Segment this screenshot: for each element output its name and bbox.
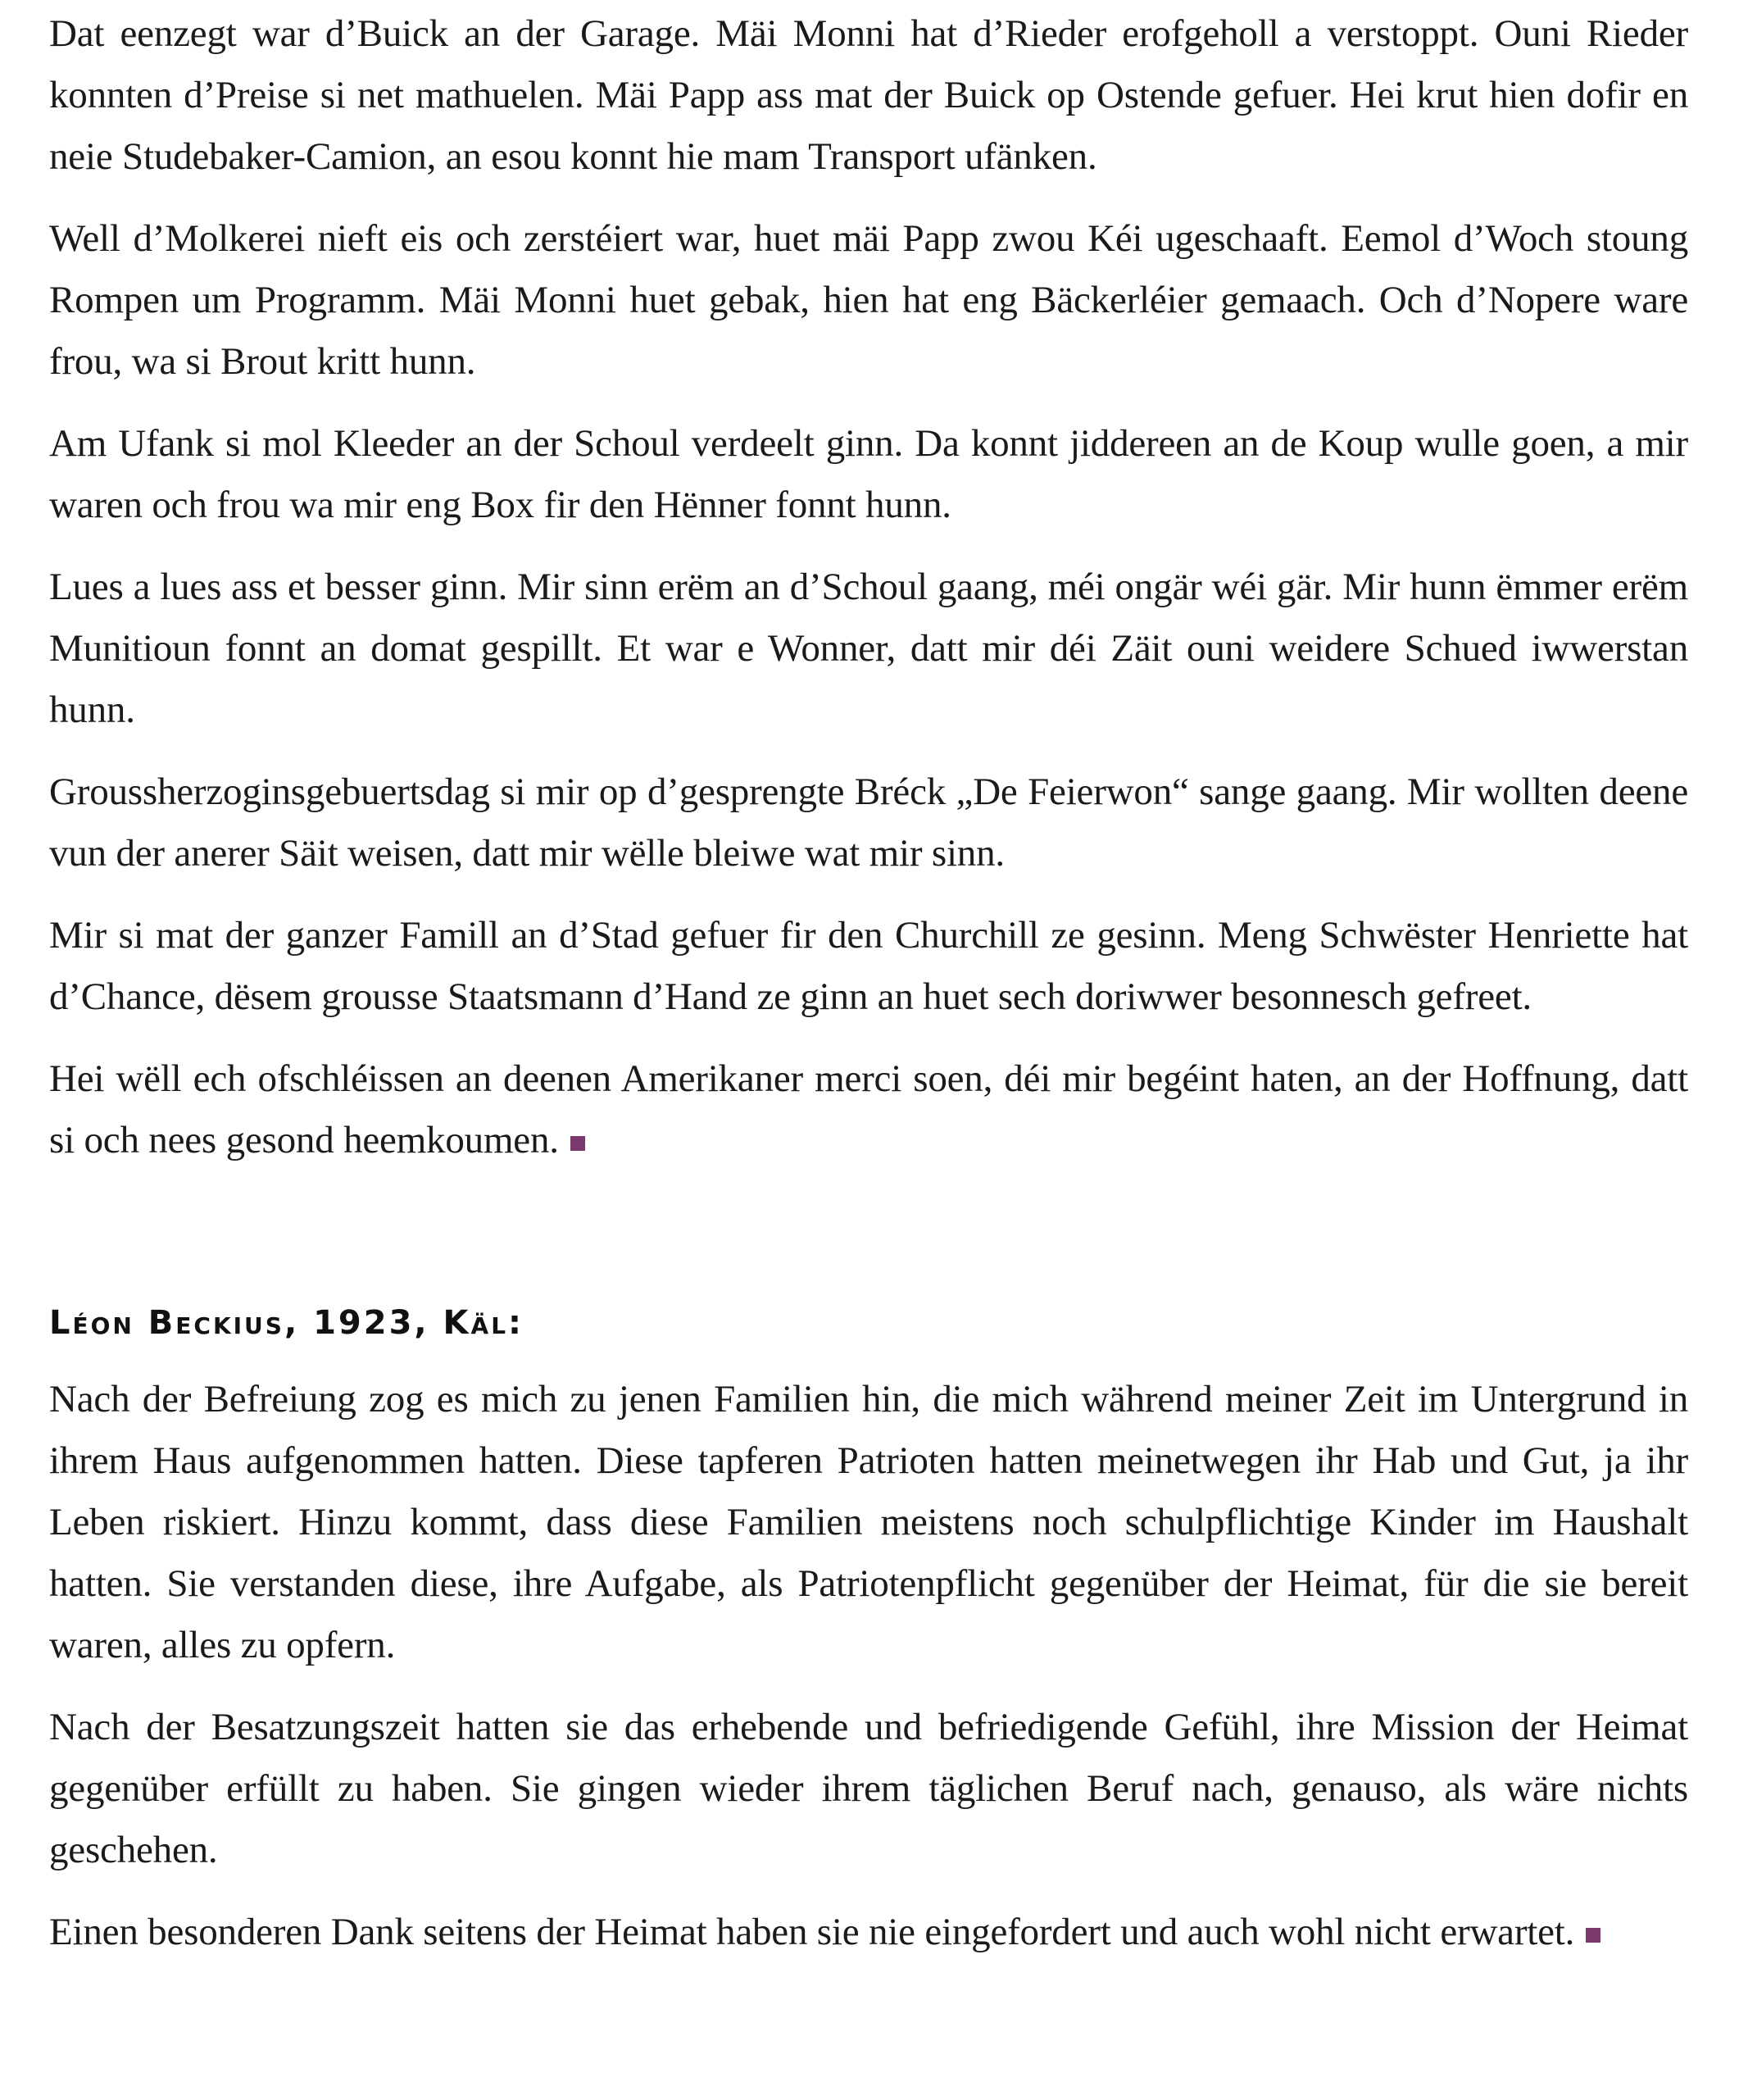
section-recollection-1 [49, 3, 1688, 1171]
end-mark-icon [1586, 1928, 1600, 1943]
section-heading: Léon Beckius, 1923, Käl: [49, 1304, 524, 1342]
paragraph: Am Ufank si mol Kleeder an der Schoul verdeelt ginn. Da konnt jiddereen an de Koup wulle goen, a mir waren och frou wa mir eng Box fir den Hënner fonnt hunn. [49, 422, 1688, 526]
paragraph-text: Hei wëll ech ofschléissen an deenen Amerikaner merci soen, déi mir begéint haten, an der Hoffnung, datt si och nees gesond heemkoumen. [49, 1057, 1688, 1161]
paragraph-last [49, 1902, 1688, 1963]
end-mark-icon [570, 1136, 585, 1151]
paragraph: Nach der Besatzungszeit hatten sie das erhebende und befriedigende Gefühl, ihre Mission der Heimat gegenüber erfüllt zu haben. Sie gingen wieder ihrem täglichen Beruf nach, genauso, als wäre nichts geschehen. [49, 1706, 1688, 1871]
paragraph: Lues a lues ass et besser ginn. Mir sinn erëm an d’Schoul gaang, méi ongär wéi gär. Mir hunn ëmmer erëm Munitioun fonnt an domat gespillt. Et war e Wonner, datt mir déi Zäit ouni weidere Schued iwwerstan hunn. [49, 566, 1688, 731]
paragraph: Nach der Befreiung zog es mich zu jenen Familien hin, die mich während meiner Zeit im Untergrund in ihrem Haus aufgenommen hatten. Diese tapferen Patrioten hatten meinetwegen ihr Hab und Gut, ja ihr Leben riskiert. Hinzu kommt, dass diese Familien meistens noch schulpflichtige Kinder im Haushalt hatten. Sie verstanden diese, ihre Aufgabe, als Patriotenpflicht gegenüber der Heimat, für die sie bereit waren, alles zu opfern. [49, 1378, 1688, 1666]
section-leon-beckius [49, 1298, 1688, 1963]
paragraph: Mir si mat der ganzer Famill an d’Stad gefuer fir den Churchill ze gesinn. Meng Schwëster Henriette hat d’Chance, dësem grousse Staatsmann d’Hand ze ginn an huet sech doriwwer besonnesch gefreet. [49, 914, 1688, 1018]
paragraph-text: Einen besonderen Dank seitens der Heimat haben sie nie eingefordert und auch wohl nicht erwartet. [49, 1911, 1575, 1953]
paragraph-last [49, 1048, 1688, 1171]
paragraph: Groussherzoginsgebuertsdag si mir op d’gesprengte Bréck „De Feierwon“ sange gaang. Mir wollten deene vun der anerer Säit weisen, datt mir wëlle bleiwe wat mir sinn. [49, 770, 1688, 875]
document-page [49, 3, 1688, 1984]
paragraph: Well d’Molkerei nieft eis och zerstéiert war, huet mäi Papp zwou Kéi ugeschaaft. Eemol d’Woch stoung Rompen um Programm. Mäi Monni huet gebak, hien hat eng Bäckerléier gemaach. Och d’Nopere ware frou, wa si Brout kritt hunn. [49, 217, 1688, 383]
paragraph: Dat eenzegt war d’Buick an der Garage. Mäi Monni hat d’Rieder erofgeholl a verstoppt. Ouni Rieder konnten d’Preise si net mathuelen. Mäi Papp ass mat der Buick op Ostende gefuer. Hei krut hien dofir en neie Studebaker-Camion, an esou konnt hie mam Transport ufänken. [49, 12, 1688, 178]
